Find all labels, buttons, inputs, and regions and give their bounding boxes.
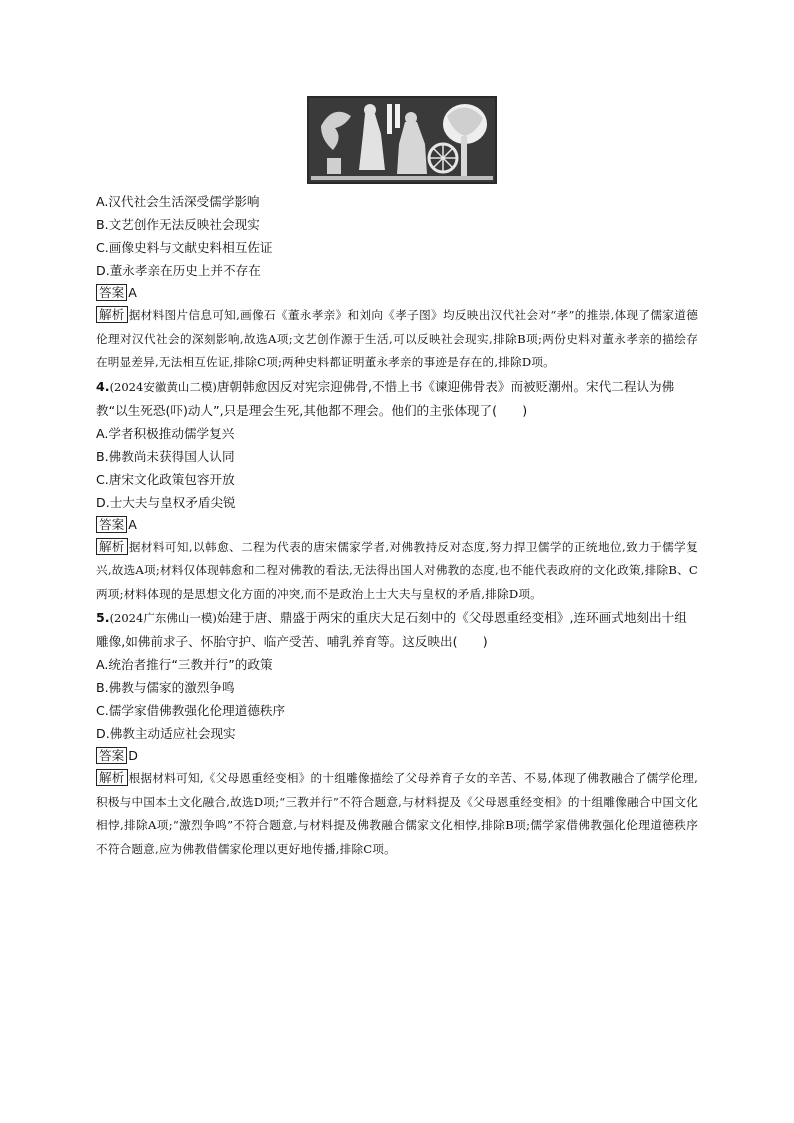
option-a: A.学者积极推动儒学复兴	[96, 425, 235, 441]
explanation-text: 据材料可知,以韩愈、二程为代表的唐宋儒家学者,对佛教持反对态度,努力捍卫儒学的正统地位,致力于儒学复兴,故选A项;材料仅体现韩愈和二程对佛教的看法,无法得出国人对佛教的态度,也不能代表政府的文化政策,排除B、C两项;材料体现的是思想文化方面的冲突,而不是政治上士大夫与皇权的矛盾,排除D项。	[96, 539, 698, 601]
option-c: C.儒学家借佛教强化伦理道德秩序	[96, 703, 286, 718]
question-number: 5.	[96, 610, 110, 625]
explanation-tag: 解析	[96, 769, 128, 786]
option-d: D.董永孝亲在历史上并不存在	[96, 263, 261, 278]
option-c: C.唐宋文化政策包容开放	[96, 471, 235, 487]
option-d: D.佛教主动适应社会现实	[96, 726, 236, 741]
explanation	[96, 304, 698, 375]
explanation-text: 据材料图片信息可知,画像石《董永孝亲》和刘向《孝子图》均反映出汉代社会对“孝”的推崇,体现了儒家道德伦理对汉代社会的深刻影响,故选A项;文艺创作源于生活,可以反映社会现实,排除B项;两份史料对董永孝亲的描绘存在明显差异,无法相互佐证,排除C项;两种史料都证明董永孝亲的事迹是存在的,排除D项。	[96, 308, 698, 369]
explanation	[96, 536, 698, 607]
answer-row	[96, 282, 698, 304]
answer-value: D	[128, 748, 138, 763]
explanation-tag: 解析	[96, 306, 128, 323]
question-number: 4.	[96, 378, 110, 394]
option-a: A.统治者推行“三教并行”的政策	[96, 657, 273, 672]
question-text: 始建于唐、鼎盛于两宋的重庆大足石刻中的《父母恩重经变相》,连环画式地刻出十组雕像,如佛前求子、怀胎守护、临产受苦、哺乳养育等。这反映出( )	[96, 610, 687, 649]
answer-tag: 答案	[96, 747, 127, 764]
option-b: B.佛教尚未获得国人认同	[96, 448, 235, 464]
option-b: B.文艺创作无法反映社会现实	[96, 217, 260, 232]
question-source: (2024广东佛山一模)	[109, 611, 217, 625]
answer-tag: 答案	[96, 284, 127, 301]
explanation	[96, 767, 698, 861]
option-c: C.画像史料与文献史料相互佐证	[96, 240, 273, 255]
document-page	[96, 96, 698, 861]
question-source: (2024安徽黄山二模)	[109, 379, 217, 394]
question-5-stem	[96, 606, 698, 653]
explanation-tag: 解析	[96, 538, 128, 555]
option-a: A.汉代社会生活深受儒学影响	[96, 194, 260, 209]
question-text: 唐朝韩愈因反对宪宗迎佛骨,不惜上书《谏迎佛骨表》而被贬潮州。宋代二程认为佛教“以生死恐(吓)动人”,只是理会生死,其他都不理会。他们的主张体现了( )	[96, 378, 675, 418]
answer-row	[96, 514, 698, 536]
stone-relief-image	[307, 96, 497, 184]
answer-row	[96, 745, 698, 767]
option-b: B.佛教与儒家的激烈争鸣	[96, 680, 235, 695]
answer-tag: 答案	[96, 516, 127, 533]
question-4-stem	[96, 375, 698, 422]
explanation-text: 根据材料可知,《父母恩重经变相》的十组雕像描绘了父母养育子女的辛苦、不易,体现了佛教融合了儒学伦理,积极与中国本土文化融合,故选D项;“三教并行”不符合题意,与材料提及《父母恩重经变相》的十组雕像融合中国文化相悖,排除A项;“激烈争鸣”不符合题意,与材料提及佛教融合儒家文化相悖,排除B项;儒学家借佛教强化伦理道德秩序不符合题意,应为佛教借儒家伦理以更好地传播,排除C项。	[96, 771, 698, 856]
option-d: D.士大夫与皇权矛盾尖锐	[96, 494, 236, 510]
answer-value: A	[128, 285, 137, 300]
han-stone-relief-image-icon	[307, 96, 497, 184]
answer-value: A	[128, 516, 137, 532]
